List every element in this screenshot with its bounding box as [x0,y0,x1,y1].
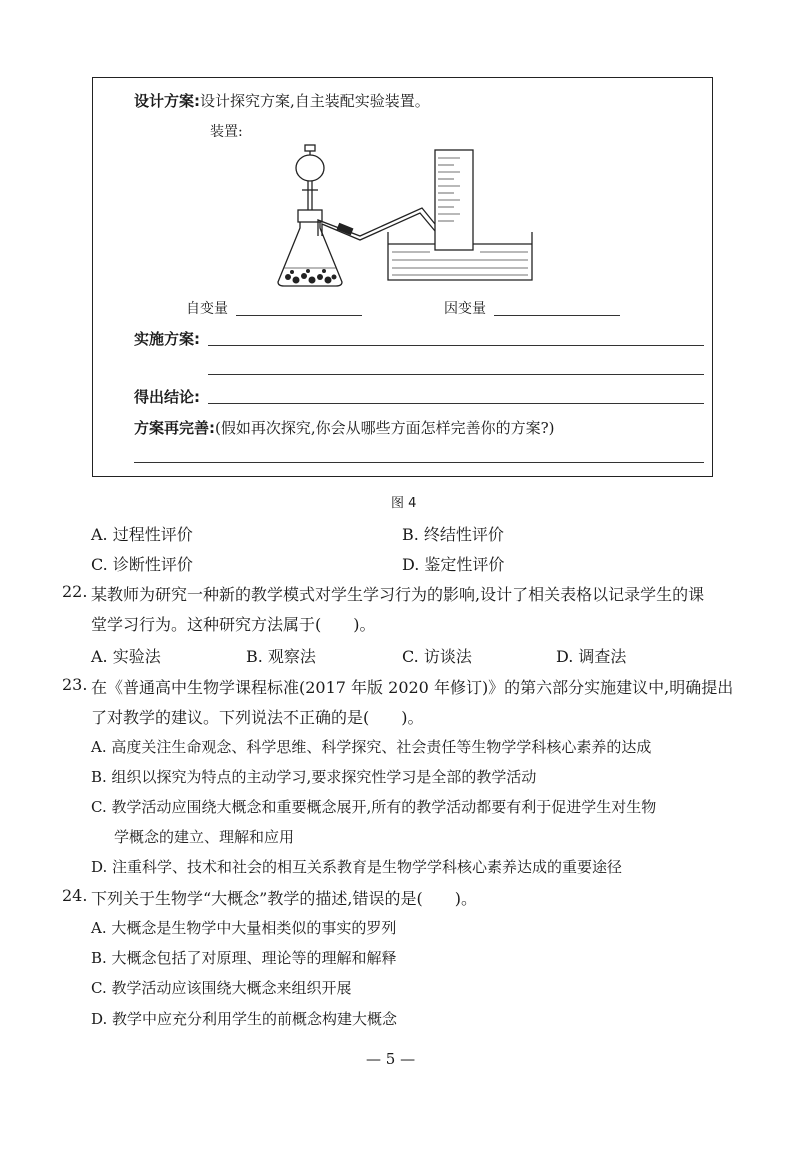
q23-option-c-cont: 学概念的建立、理解和应用 [114,828,295,846]
funnel-stopper [305,145,315,151]
q24-option-b: B. 大概念包括了对原理、理论等的理解和解释 [91,949,397,967]
figure-caption: 图 4 [391,496,417,511]
improve-row [134,417,555,438]
q23-stem-end: 了对教学的建议。下列说法不正确的是( [91,708,370,727]
dependent-variable-label: 因变量 [444,301,486,317]
q23-stem-close: )。 [401,708,424,727]
q22-line-1: 某教师为研究一种新的教学模式对学生学习行为的影响,设计了相关表格以记录学生的课 [91,585,705,604]
design-plan-text: 设计探究方案,自主装配实验装置。 [200,92,430,110]
q21-option-b: B. 终结性评价 [402,525,504,544]
q24-number: 24. [62,886,88,905]
q24-stem-close: )。 [454,889,477,908]
q22-line-2 [91,612,376,635]
q24-stem: 下列关于生物学“大概念”教学的描述,错误的是( [91,889,423,908]
dependent-variable-blank [494,315,620,316]
flask-particles [285,269,337,284]
q23-option-a: A. 高度关注生命观念、科学思维、科学探究、社会责任等生物学学科核心素养的达成 [91,738,652,756]
q21-option-c: C. 诊断性评价 [91,555,193,574]
design-plan-label: 设计方案: [134,92,200,110]
apparatus-label: 装置: [210,124,243,140]
q24-option-d: D. 教学中应充分利用学生的前概念构建大概念 [91,1010,398,1028]
q22-stem-close: )。 [353,615,376,634]
q23-line-2 [91,705,424,728]
q23-option-c: C. 教学活动应围绕大概念和重要概念展开,所有的教学活动都要有利于促进学生对生物 [91,798,657,816]
apparatus-illustration [270,140,540,290]
implementation-blank-2 [208,374,704,375]
conclusion-label: 得出结论: [134,388,200,406]
q23-option-b: B. 组织以探究为特点的主动学习,要求探究性学习是全部的教学活动 [91,768,537,786]
rubber-connector [337,224,352,235]
q23-line-1: 在《普通高中生物学课程标准(2017 年版 2020 年修订)》的第六部分实施建议中,明确提出 [91,678,734,697]
q22-option-b: B. 观察法 [246,647,316,666]
independent-variable-blank [236,315,362,316]
q22-number: 22. [62,582,88,601]
q21-option-a: A. 过程性评价 [91,525,193,544]
q21-option-d: D. 鉴定性评价 [402,555,505,574]
implementation-label: 实施方案: [134,330,200,348]
q22-option-c: C. 访谈法 [402,647,472,666]
q24-option-c: C. 教学活动应该围绕大概念来组织开展 [91,979,352,997]
independent-variable-label: 自变量 [186,301,228,317]
improve-text: (假如再次探究,你会从哪些方面怎样完善你的方案?) [215,419,555,437]
improve-label: 方案再完善: [134,419,215,437]
design-plan-row [134,90,430,111]
page-number: — 5 — [366,1050,416,1068]
q24-line-1 [91,886,477,909]
implementation-blank-1 [208,345,704,346]
improve-blank [134,462,704,463]
q23-number: 23. [62,675,88,694]
q24-option-a: A. 大概念是生物学中大量相类似的事实的罗列 [91,919,397,937]
funnel-bulb [296,155,324,181]
q22-option-a: A. 实验法 [91,647,161,666]
conclusion-blank [208,403,704,404]
q22-stem-end: 堂学习行为。这种研究方法属于( [91,615,322,634]
q23-option-d: D. 注重科学、技术和社会的相互关系教育是生物学学科核心素养达成的重要途径 [91,858,623,876]
q22-option-d: D. 调查法 [556,647,627,666]
